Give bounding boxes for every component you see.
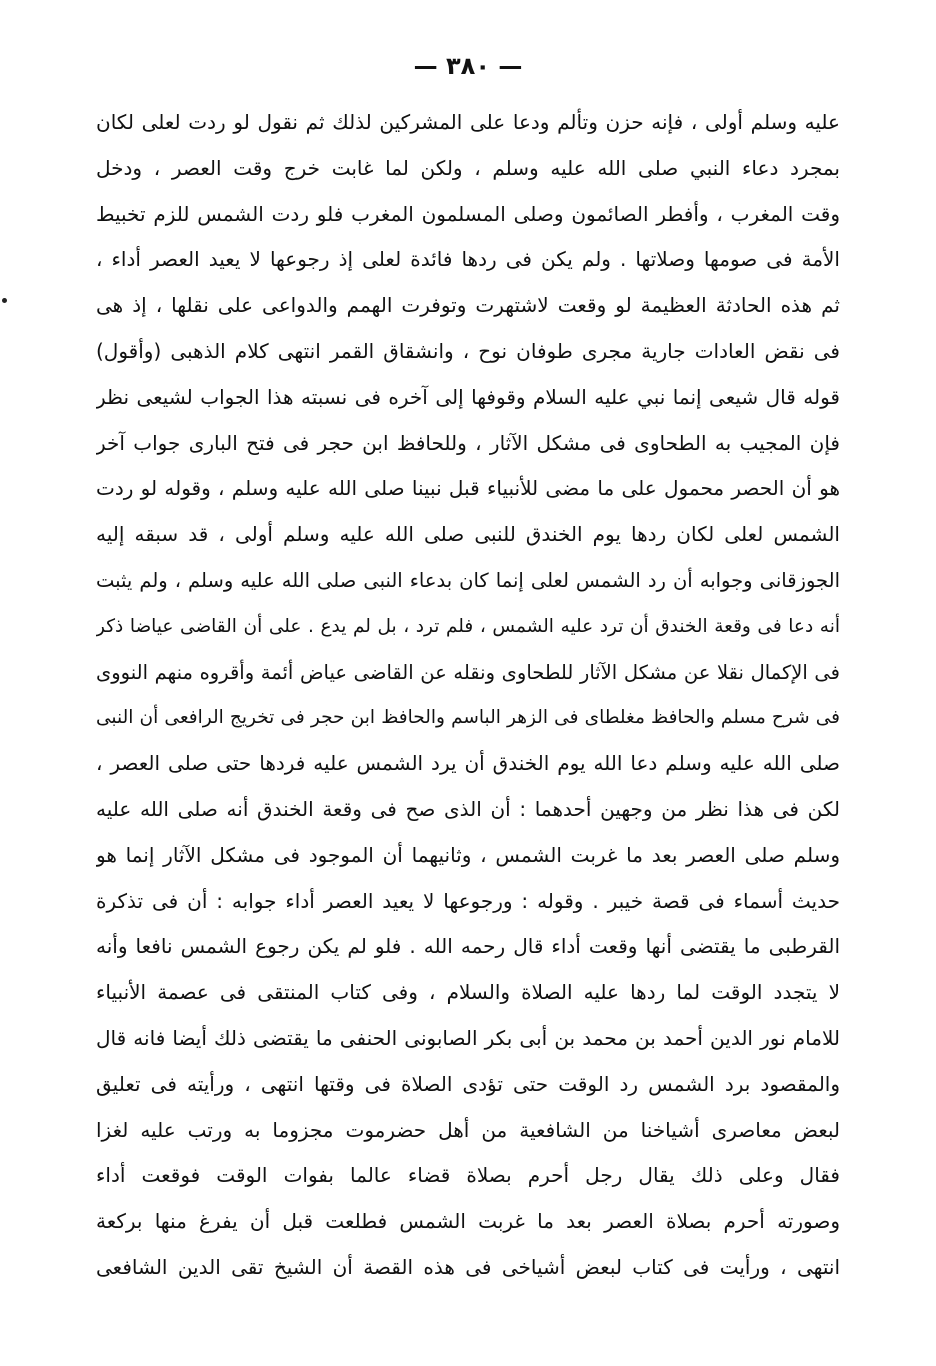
margin-mark xyxy=(2,298,7,303)
text-line: صلى الله عليه وسلم دعا الله يوم الخندق أن يرد الشمس عليه فردها حتى صلى العصر ، xyxy=(96,751,840,776)
text-line: لكن فى هذا نظر من وجهين أحدهما : أن الذى صح فى وقعة الخندق أنه صلى الله عليه xyxy=(96,796,840,821)
text-line: للامام نور الدين أحمد بن محمد بن أبى بكر الصابونى الحنفى ما يقتضى ذلك أيضا فانه قال xyxy=(96,1025,840,1050)
text-line: قوله قال شيعى إنما نبي عليه السلام وقوفها إلى آخره فى نسبته هذا الجواب لشيعى نظر xyxy=(96,384,840,409)
text-line: حديث أسماء فى قصة خيبر . وقوله : ورجوعها لا يعيد العصر أداء جوابه : أن فى تذكرة xyxy=(96,888,840,913)
text-line: أنه دعا فى وقعة الخندق أن ترد عليه الشمس ، فلم ترد ، بل لم يدع . على أن القاضى عياضا ذكر xyxy=(96,615,840,637)
text-line: ثم هذه الحادثة العظيمة لو وقعت لاشتهرت وتوفرت الهمم والدواعى على نقلها ، إذ هى xyxy=(96,293,840,318)
page-number: — ٣٨٠ — xyxy=(413,52,523,80)
text-line: والمقصود برد الشمس رد الوقت حتى تؤدى الصلاة فى وقتها انتهى ، ورأيته فى تعليق xyxy=(96,1071,840,1096)
text-line: انتهى ، ورأيت فى كتاب لبعض أشياخى فى هذه القصة أن الشيخ تقى الدين الشافعى xyxy=(96,1254,840,1279)
text-line: فقال وعلى ذلك يقال رجل أحرم بصلاة قضاء عالما بفوات الوقت فوقعت أداء xyxy=(96,1163,840,1188)
text-line: القرطبى ما يقتضى أنها وقعت أداء قال رحمه الله . فلو لم يكن رجوع الشمس نافعا وأنه xyxy=(96,934,840,959)
text-line: لبعض معاصرى أشياخنا من الشافعية من أهل حضرموت مجزوما به ورتب عليه لغزا xyxy=(96,1117,840,1142)
text-line: فى شرح مسلم والحافظ مغلطاى فى الزهر الباسم والحافظ ابن حجر فى تخريج الرافعى أن النبى xyxy=(96,707,840,729)
text-line: الأمة فى صومها وصلاتها . ولم يكن فى ردها فائدة لعلى إذ رجوعها لا يعيد العصر أداء ، xyxy=(96,247,840,272)
text-line: فإن المجيب به الطحاوى فى مشكل الآثار ، وللحافظ ابن حجر فى فتح البارى جواب آخر xyxy=(96,430,840,455)
text-line: عليه وسلم أولى ، فإنه حزن وتألم ودعا على المشركين لذلك ثم نقول لو ردت لعلى لكان xyxy=(96,110,840,134)
text-line: هو أن الحصر محمول على ما مضى للأنبياء قبل نبينا صلى الله عليه وسلم ، وقوله لو ردت xyxy=(96,476,840,501)
text-line: وصورته أحرم بصلاة العصر بعد ما غربت الشمس فطلعت قبل أن يفرغ منها بركعة xyxy=(96,1209,840,1234)
text-line: وقت المغرب ، وأفطر الصائمون وصلى المسلمون المغرب فلو ردت الشمس للزم تخبيط xyxy=(96,201,840,226)
text-line: لا يتجدد الوقت لما ردها عليه الصلاة والسلام ، وفى كتاب المنتقى فى عصمة الأنبياء xyxy=(96,980,840,1005)
text-line: وسلم صلى العصر بعد ما غربت الشمس ، وثانيهما أن الموجود فى مشكل الآثار إنما هو xyxy=(96,842,840,867)
text-line: الجوزقانى وجوابه أن رد الشمس لعلى إنما كان بدعاء النبى صلى الله عليه وسلم ، ولم يثبت xyxy=(96,568,840,592)
text-line: فى الإكمال نقلا عن مشكل الآثار للطحاوى ونقله عن القاضى عياض أئمة وأقروه منهم النووى xyxy=(96,660,840,684)
text-body xyxy=(96,100,840,1291)
text-line: الشمس لعلى لكان ردها يوم الخندق للنبى صلى الله عليه وسلم أولى ، قد سبقه إليه xyxy=(96,522,840,547)
text-line: بمجرد دعاء النبي صلى الله عليه وسلم ، ولكن لما غابت خرج وقت العصر ، ودخل xyxy=(96,155,840,180)
text-line: فى نقض العادات جارية مجرى طوفان نوح ، وانشقاق القمر انتهى كلام الذهبى (وأقول) xyxy=(96,338,840,363)
